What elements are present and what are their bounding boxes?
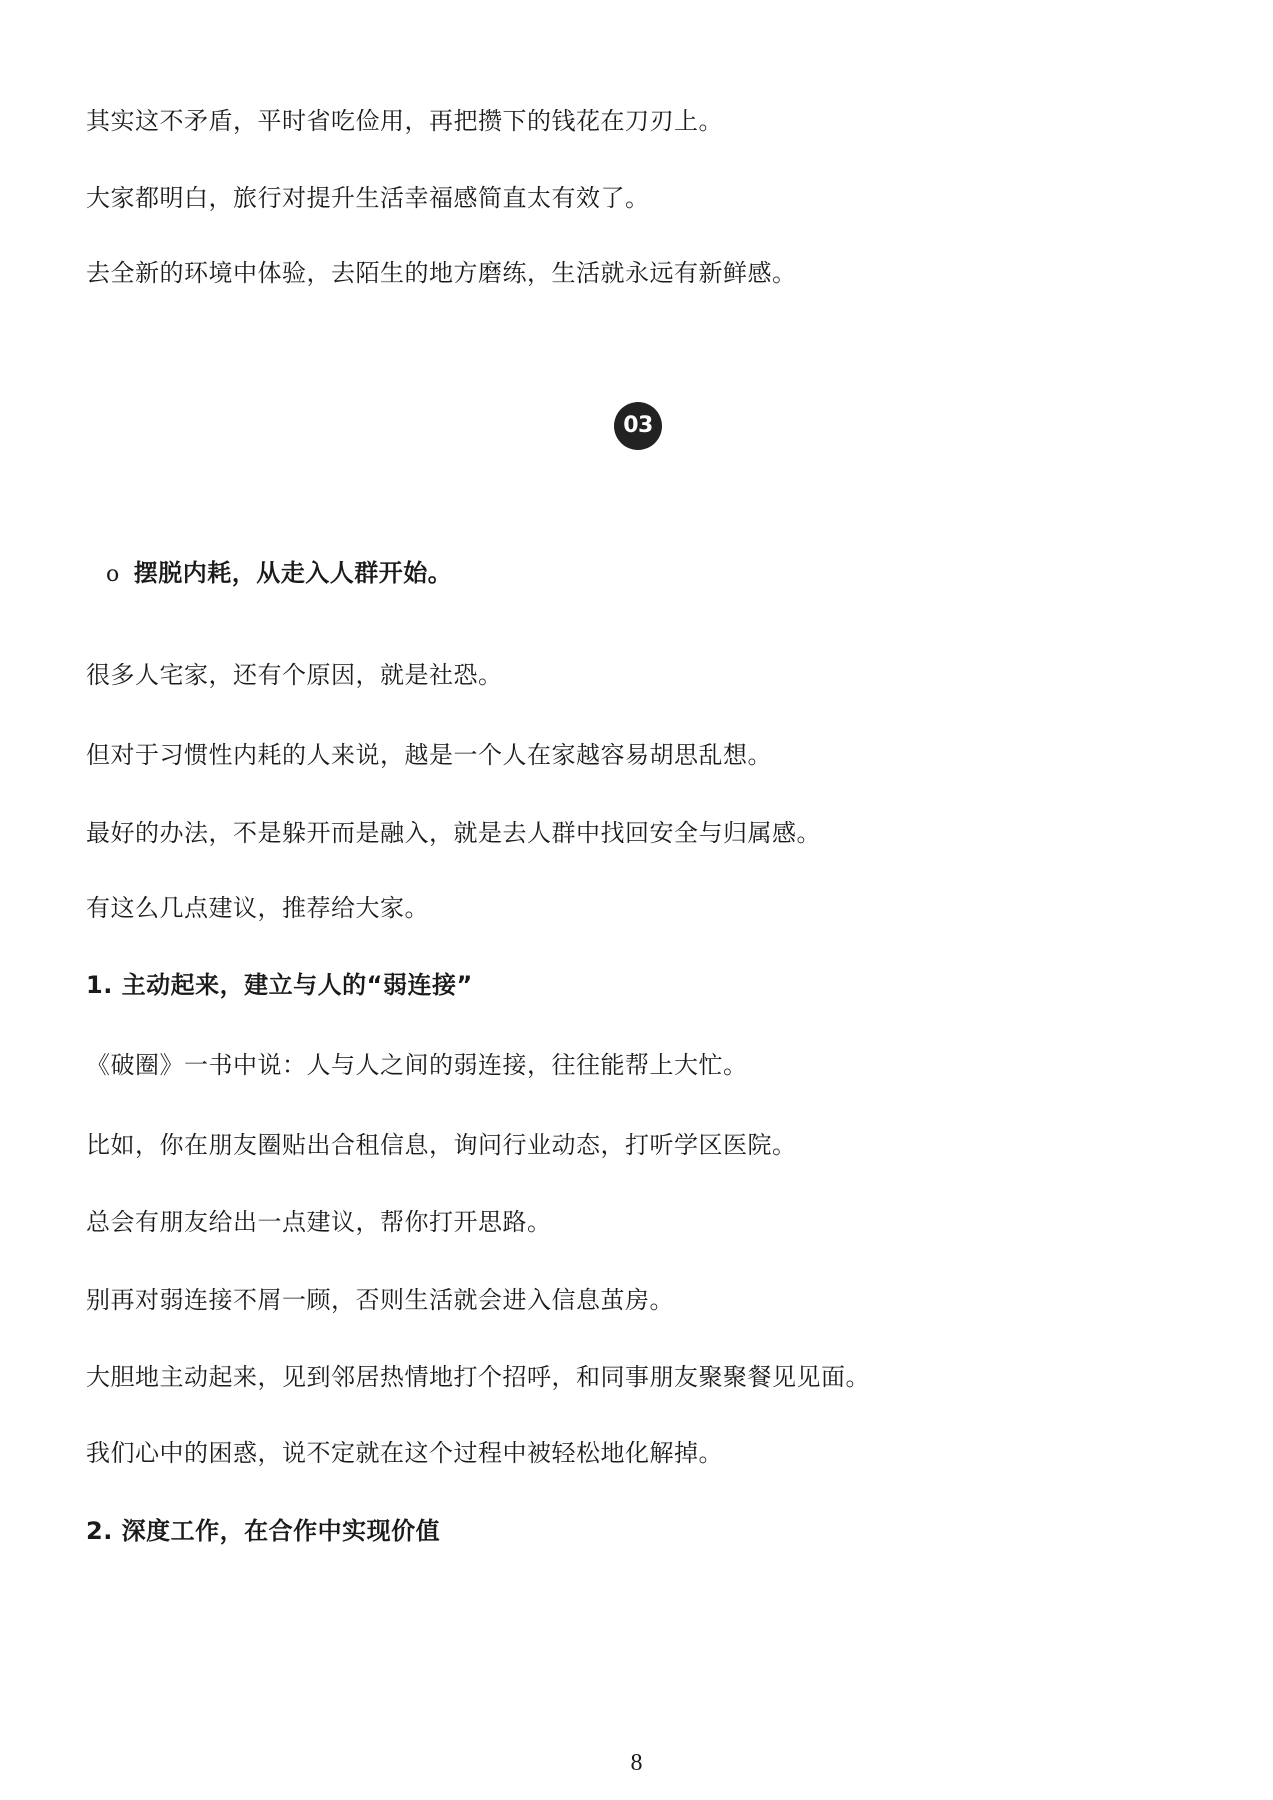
section-number-badge: 03 xyxy=(614,402,662,450)
paragraph: 我们心中的困惑，说不定就在这个过程中被轻松地化解掉。 xyxy=(86,1439,723,1467)
paragraph: 有这么几点建议，推荐给大家。 xyxy=(86,894,429,922)
paragraph: 很多人宅家，还有个原因，就是社恐。 xyxy=(86,661,503,689)
subheading: 2. 深度工作，在合作中实现价值 xyxy=(86,1517,441,1545)
paragraph: 比如，你在朋友圈贴出合租信息，询问行业动态，打听学区医院。 xyxy=(86,1131,797,1159)
paragraph: 最好的办法，不是躲开而是融入，就是去人群中找回安全与归属感。 xyxy=(86,819,821,847)
paragraph: 大家都明白，旅行对提升生活幸福感简直太有效了。 xyxy=(86,184,650,212)
paragraph: 其实这不矛盾，平时省吃俭用，再把攒下的钱花在刀刃上。 xyxy=(86,107,723,135)
bullet-heading-text: 摆脱内耗，从走入人群开始。 xyxy=(133,559,453,587)
page-number: 8 xyxy=(630,1750,643,1776)
paragraph: 但对于习惯性内耗的人来说，越是一个人在家越容易胡思乱想。 xyxy=(86,741,772,769)
bullet-marker: o xyxy=(106,562,120,587)
bullet-heading xyxy=(106,558,452,590)
paragraph: 总会有朋友给出一点建议，帮你打开思路。 xyxy=(86,1208,552,1236)
paragraph: 去全新的环境中体验，去陌生的地方磨练，生活就永远有新鲜感。 xyxy=(86,259,797,287)
subheading: 1. 主动起来，建立与人的“弱连接” xyxy=(86,971,473,999)
paragraph: 别再对弱连接不屑一顾，否则生活就会进入信息茧房。 xyxy=(86,1286,674,1314)
paragraph: 《破圈》一书中说：人与人之间的弱连接，往往能帮上大忙。 xyxy=(86,1051,748,1079)
paragraph: 大胆地主动起来，见到邻居热情地打个招呼，和同事朋友聚聚餐见见面。 xyxy=(86,1363,870,1391)
